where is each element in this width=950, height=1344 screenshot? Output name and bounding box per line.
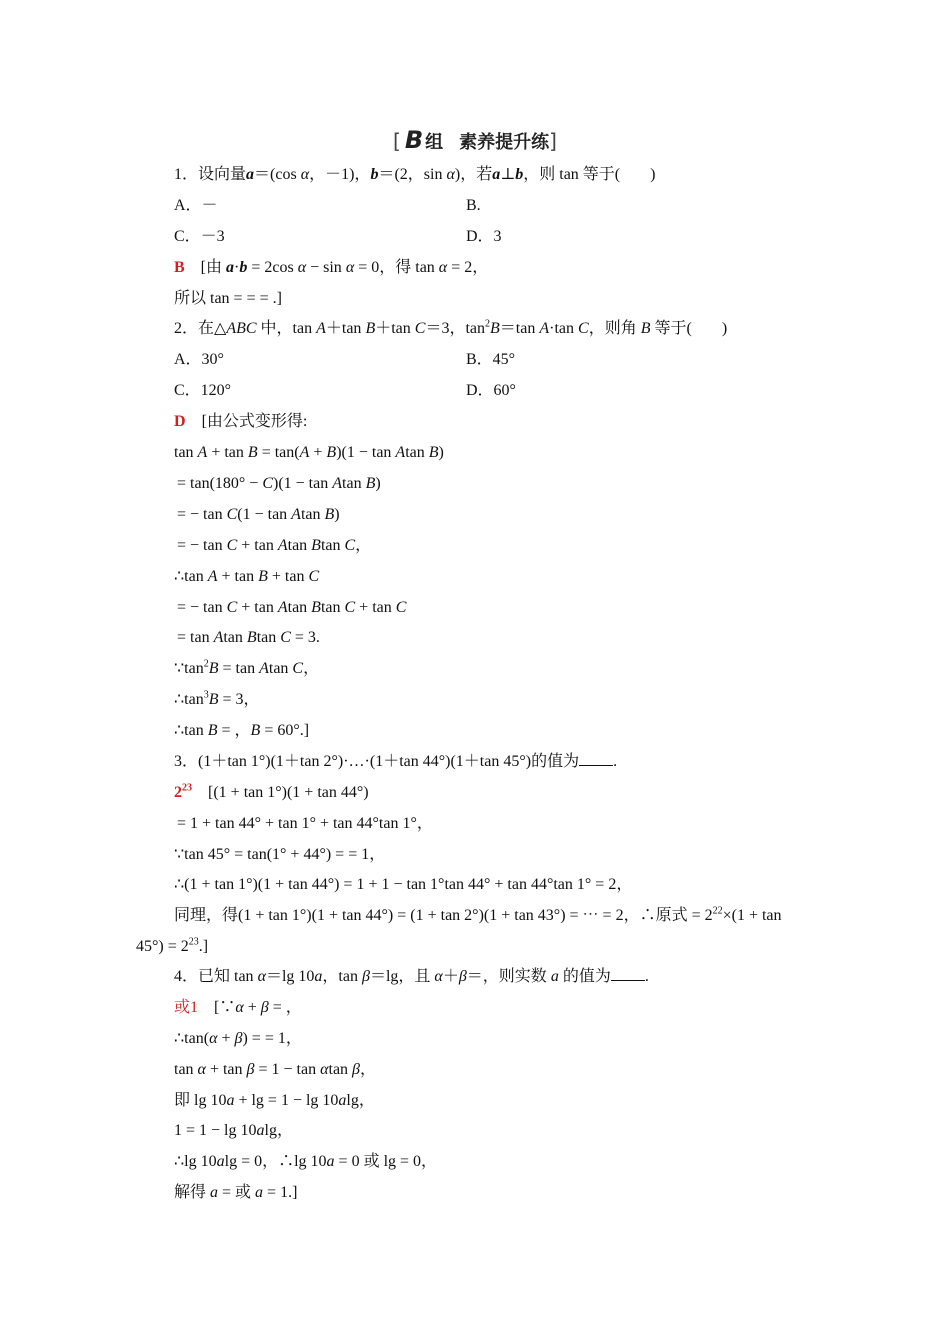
section-letter: B [404,126,424,154]
q3-solution-line-6: $45^\circ) = 2^{23}$.] [136,936,209,955]
section-bracket-left: [ [393,129,401,153]
q3-solution-line-1 [174,782,369,804]
section-title [0,126,950,154]
q1-solution-line-2: 所以 tan = = = .] [174,290,282,307]
q2-option-c: C．120° [174,382,232,399]
q2-solution-line-6: ∴tan A + tan B + tan C [174,568,320,585]
q3-stem: 3．(1＋tan 1°)(1＋tan 2°)·…·(1＋tan 44°)(1＋tan 45°)的值为 . [174,753,618,770]
q2-solution-line-2: tan A + tan B = tan(A + B)(1 − tan Atan B) [174,444,444,461]
q3-solution-line-5: 同理，得(1 + tan 1°)(1 + tan 44°) = (1 + tan 2°)(1 + tan 43°) = ⋯ = 2，∴原式 = $2^{22}\times(1 + \tan$ [174,905,782,924]
q2-solution-line-11: ∴tan B = ，B = 60°.] [174,722,310,739]
q2-solution-line-1 [174,411,307,433]
q1-stem: 1．设向量a＝(cos α，－1)，b＝(2，sin α)，若a⊥b，则 tan 等于( ) [174,166,656,183]
q3-answer-blank [579,751,613,766]
section-group: 组 [425,132,444,153]
q3-solution-line-3: ∵tan 45° = tan(1° + 44°) = = 1， [174,846,386,863]
q2-solution-line-8: = tan Atan Btan C = 3. [177,629,320,646]
q4-answer-blank [611,966,645,981]
q4-solution-line-7: 解得 a = 或 a = 1.] [174,1184,298,1201]
section-bracket-right: ] [549,129,557,153]
q2-solution-line-7: = − tan C + tan Atan Btan C + tan C [177,599,407,616]
q3-solution-text-1: [(1 + tan 1°)(1 + tan 44°) [208,784,369,801]
q2-option-a: A．30° [174,351,224,368]
q4-solution-line-1: 或1 [∵α + β = ， [174,999,302,1016]
q4-solution-line-4: 即 lg 10a + lg = 1 − lg 10alg， [174,1092,375,1109]
q2-solution-line-4: = − tan C(1 − tan Atan B) [177,506,340,523]
q4-solution-line-6: ∴lg 10alg = 0，∴lg 10a = 0 或 lg = 0， [174,1153,438,1170]
q4-answer: 或1 [174,999,199,1016]
q2-option-d: D．60° [466,382,516,399]
section-heading: 素养提升练 [459,132,550,153]
q3-solution-line-2: = 1 + tan 44° + tan 1° + tan 44°tan 1°， [177,815,433,832]
q1-option-b: B. [466,197,481,214]
q1-option-d: D．3 [466,228,502,245]
q4-solution-line-5: 1 = 1 − lg 10alg， [174,1122,293,1139]
q1-solution-line-1: B [由 a·b = 2cos α − sin α = 0，得 tan α = 2， [174,259,489,276]
q1-answer: B [174,259,185,276]
q2-option-b: B．45° [466,351,516,368]
q2-solution-text-1: [由公式变形得: [201,413,308,430]
q4-stem: 4．已知 tan α＝lg 10a，tan β＝lg，且 α＋β＝，则实数 a 的值为 . [174,968,649,985]
q1-option-a: A．－ [174,197,218,214]
q1-option-c: C．－3 [174,228,225,245]
q2-solution-line-9: $\because\tan^2B = \tan Atan$ C， [174,658,320,677]
q4-solution-line-3: tan α + tan β = 1 − tan αtan β， [174,1061,377,1078]
q2-stem: 2．在△ABC 中，tan A＋tan B＋tan C＝3，$\tan^2B=\tan$ A·tan C，则角 B 等于( ) [174,318,728,337]
q2-solution-line-10: $\therefore\tan^3B = 3$， [174,689,260,708]
q2-solution-line-5: = − tan C + tan Atan Btan C， [177,537,372,554]
q3-answer: $2^{23}$ [174,782,192,801]
q3-solution-line-4: ∴(1 + tan 1°)(1 + tan 44°) = 1 + 1 − tan 1°tan 44° + tan 44°tan 1° = 2， [174,876,633,893]
q2-answer: D [174,413,186,430]
q4-solution-line-2: ∴tan(α + β) = = 1， [174,1030,302,1047]
q2-solution-line-3: = tan(180° − C)(1 − tan Atan B) [177,475,381,492]
